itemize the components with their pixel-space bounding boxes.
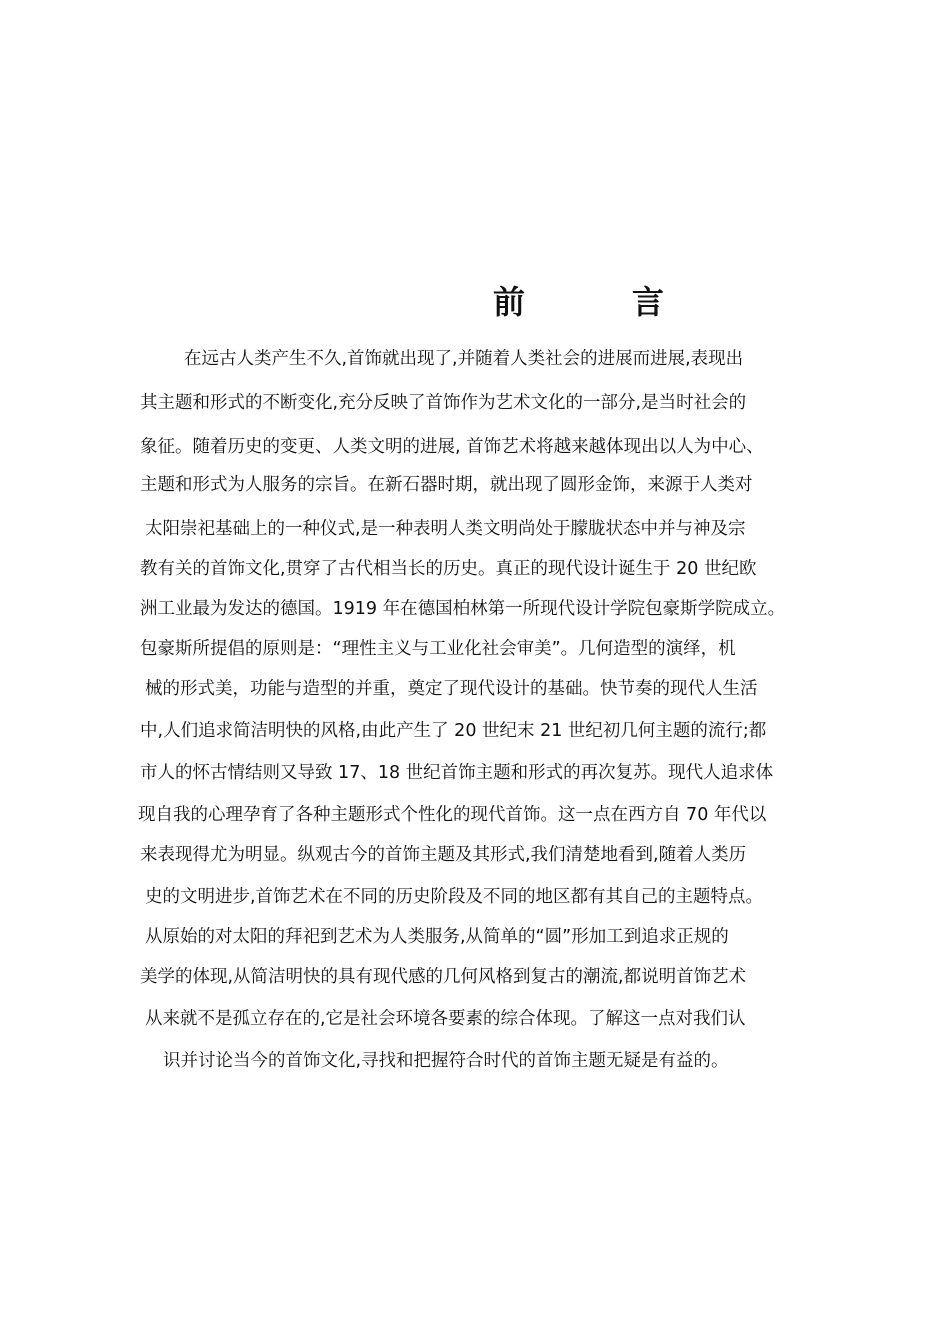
paragraph-line-13: 来表现得尤为明显。纵观古今的首饰主题及其形式,我们清楚地看到,随着人类历 (140, 845, 747, 865)
paragraph-line-8: 包豪斯所提倡的原则是：“理性主义与工业化社会审美”。几何造型的演绎，机 (140, 639, 736, 659)
title-char-2: 言 (632, 283, 665, 321)
paragraph-line-18: 识并讨论当今的首饰文化,寻找和把握符合时代的首饰主题无疑是有益的。 (163, 1051, 729, 1071)
paragraph-line-5: 太阳崇祀基础上的一种仪式,是一种表明人类文明尚处于朦胧状态中并与神及宗 (145, 519, 746, 539)
paragraph-line-3: 象征。随着历史的变更、人类文明的进展, 首饰艺术将越来越体现出以人为中心、 (140, 437, 764, 457)
paragraph-line-11: 市人的怀古情结则又导致 17、18 世纪首饰主题和形式的再次复苏。现代人追求体 (140, 763, 774, 783)
paragraph-line-16: 美学的体现,从简洁明快的具有现代感的几何风格到复古的潮流,都说明首饰艺术 (140, 967, 747, 987)
paragraph-line-10: 中,人们追求简洁明快的风格,由此产生了 20 世纪末 21 世纪初几何主题的流行;都 (140, 721, 767, 741)
paragraph-line-14: 史的文明进步,首饰艺术在不同的历史阶段及不同的地区都有其自己的主题特点。 (145, 887, 764, 907)
paragraph-line-2: 其主题和形式的不断变化,充分反映了首饰作为艺术文化的一部分,是当时社会的 (140, 393, 747, 413)
paragraph-line-4: 主题和形式为人服务的宗旨。在新石器时期，就出现了圆形金饰，来源于人类对 (140, 475, 753, 495)
paragraph-line-9: 械的形式美，功能与造型的并重，奠定了现代设计的基础。快节奏的现代人生活 (145, 679, 758, 699)
paragraph-line-1: 在远古人类产生不久,首饰就出现了,并随着人类社会的进展而进展,表现出 (184, 349, 744, 369)
paragraph-line-12: 现自我的心理孕育了各种主题形式个性化的现代首饰。这一点在西方自 70 年代以 (138, 805, 767, 825)
paragraph-line-7: 洲工业最为发达的德国。1919 年在德国柏林第一所现代设计学院包豪斯学院成立。 (140, 599, 786, 619)
title-char-1: 前 (493, 283, 526, 321)
page-title (0, 280, 950, 324)
paragraph-line-17: 从来就不是孤立存在的,它是社会环境各要素的综合体现。了解这一点对我们认 (145, 1009, 746, 1029)
paragraph-line-15: 从原始的对太阳的拜祀到艺术为人类服务,从简单的“圆”形加工到追求正规的 (145, 927, 729, 947)
paragraph-line-6: 教有关的首饰文化,贯穿了古代相当长的历史。真正的现代设计诞生于 20 世纪欧 (140, 559, 757, 579)
